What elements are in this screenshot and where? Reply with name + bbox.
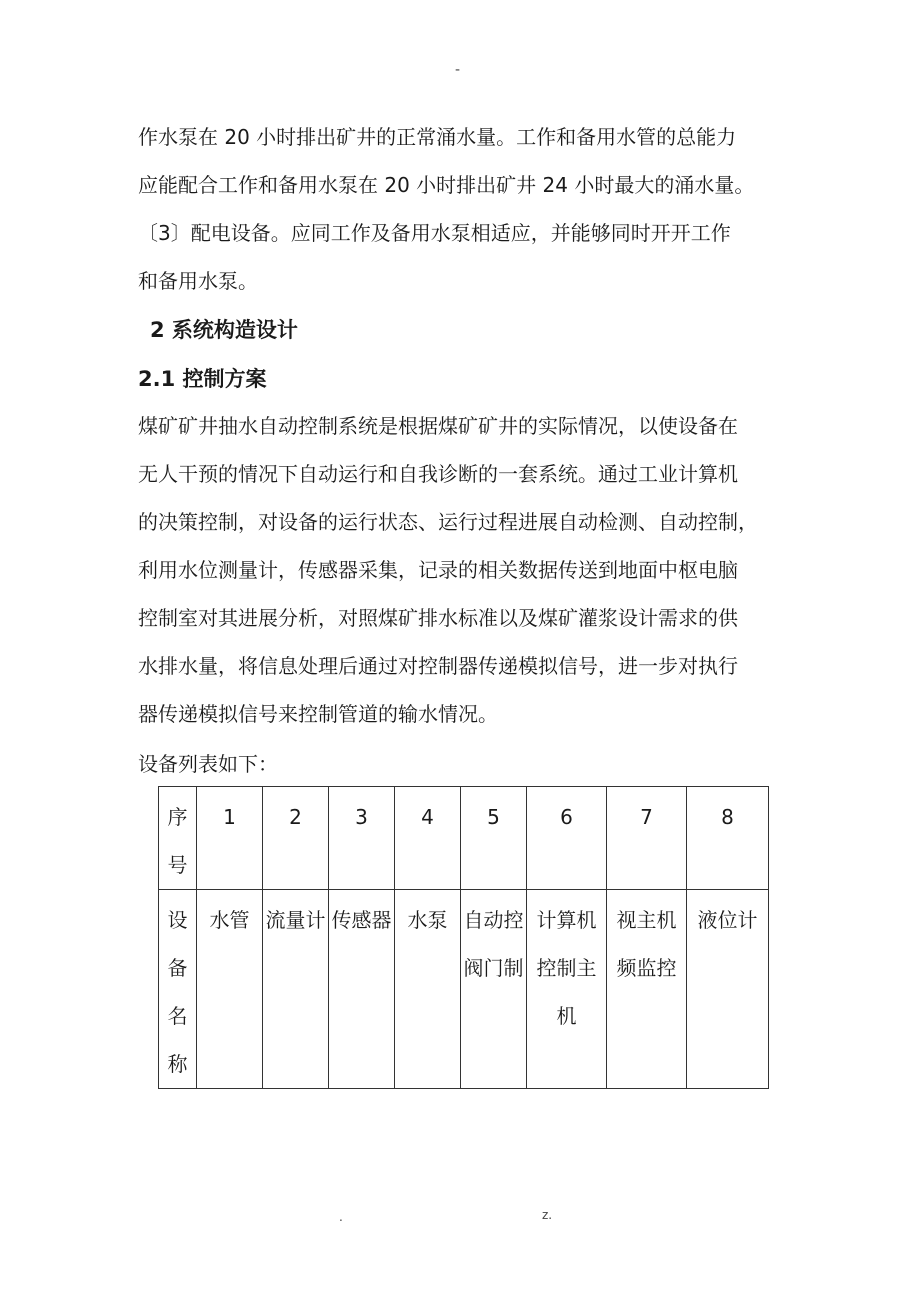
table-caption: 设备列表如下： bbox=[138, 752, 278, 776]
equipment-table bbox=[158, 786, 769, 1089]
header-mark: - bbox=[455, 62, 461, 78]
paragraph-line: 器传递模拟信号来控制管道的输水情况。 bbox=[138, 702, 498, 726]
equipment-number: 8 bbox=[721, 805, 734, 829]
equipment-number: 7 bbox=[640, 805, 653, 829]
equipment-name: 自动控阀门制 bbox=[463, 908, 524, 980]
table-cell bbox=[197, 787, 263, 890]
table-row-number bbox=[159, 787, 769, 890]
table-cell bbox=[329, 787, 395, 890]
table-cell bbox=[527, 787, 607, 890]
paragraph-line: 煤矿矿井抽水自动控制系统是根据煤矿矿井的实际情况，以使设备在 bbox=[138, 414, 738, 438]
table-cell bbox=[527, 890, 607, 1089]
table-cell bbox=[329, 890, 395, 1089]
paragraph-line: 无人干预的情况下自动运行和自我诊断的一套系统。通过工业计算机 bbox=[138, 462, 738, 486]
equipment-number: 1 bbox=[223, 805, 236, 829]
row-header-number: 序号 bbox=[167, 805, 188, 877]
table-cell bbox=[461, 787, 527, 890]
table-cell bbox=[607, 787, 687, 890]
footer-left-mark: . bbox=[339, 1210, 343, 1224]
table-cell bbox=[197, 890, 263, 1089]
equipment-name: 流量计 bbox=[265, 908, 326, 932]
paragraph-control-scheme bbox=[138, 402, 778, 738]
section-heading-2: 2 系统构造设计 bbox=[150, 318, 298, 342]
table-cell bbox=[687, 890, 769, 1089]
equipment-number: 5 bbox=[487, 805, 500, 829]
table-cell bbox=[263, 890, 329, 1089]
equipment-number: 3 bbox=[355, 805, 368, 829]
table-row-name bbox=[159, 890, 769, 1089]
paragraph-line: 利用水位测量计，传感器采集，记录的相关数据传送到地面中枢电脑 bbox=[138, 558, 738, 582]
equipment-name: 计算机控制主机 bbox=[536, 908, 597, 1028]
table-cell bbox=[607, 890, 687, 1089]
equipment-name: 视主机频监控 bbox=[616, 908, 677, 980]
row-header-cell bbox=[159, 787, 197, 890]
equipment-name: 液位计 bbox=[697, 908, 758, 932]
paragraph-line: 控制室对其进展分析，对照煤矿排水标准以及煤矿灌浆设计需求的供 bbox=[138, 606, 738, 630]
table-cell bbox=[263, 787, 329, 890]
section-heading-2-1: 2.1 控制方案 bbox=[138, 367, 267, 391]
equipment-number: 6 bbox=[560, 805, 573, 829]
equipment-name: 水管 bbox=[209, 908, 250, 932]
paragraph-line: 作水泵在 20 小时排出矿井的正常涌水量。工作和备用水管的总能力 bbox=[138, 125, 737, 149]
table-cell bbox=[395, 787, 461, 890]
paragraph-line: 的决策控制，对设备的运行状态、运行过程进展自动检测、自动控制， bbox=[138, 510, 758, 534]
equipment-name: 传感器 bbox=[331, 908, 392, 932]
equipment-number: 2 bbox=[289, 805, 302, 829]
row-header-cell bbox=[159, 890, 197, 1089]
paragraph-line: 〔3〕配电设备。应同工作及备用水泵相适应，并能够同时开开工作 bbox=[138, 221, 731, 245]
paragraph-pump-requirements bbox=[138, 113, 778, 305]
equipment-name: 水泵 bbox=[407, 908, 448, 932]
paragraph-line: 水排水量，将信息处理后通过对控制器传递模拟信号，进一步对执行 bbox=[138, 654, 738, 678]
footer-right-mark: z. bbox=[542, 1208, 553, 1222]
paragraph-line: 应能配合工作和备用水泵在 20 小时排出矿井 24 小时最大的涌水量。 bbox=[138, 173, 755, 197]
row-header-name: 设备名称 bbox=[167, 908, 188, 1076]
table-cell bbox=[461, 890, 527, 1089]
table-cell bbox=[395, 890, 461, 1089]
paragraph-line: 和备用水泵。 bbox=[138, 269, 258, 293]
equipment-number: 4 bbox=[421, 805, 434, 829]
table-cell bbox=[687, 787, 769, 890]
